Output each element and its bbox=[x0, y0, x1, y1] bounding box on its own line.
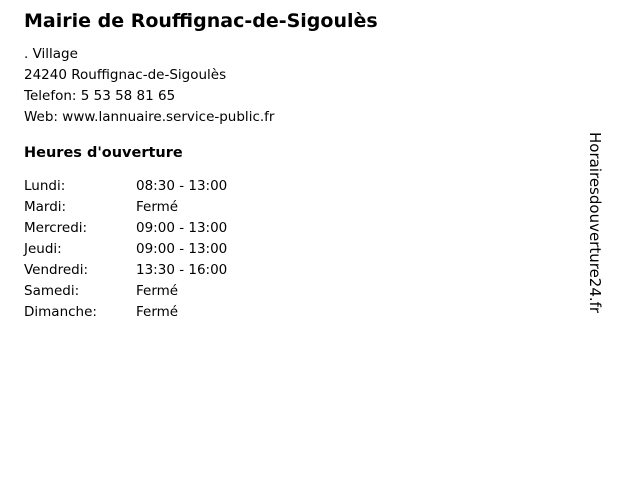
address-line-1: . Village bbox=[24, 46, 78, 62]
time-value: Fermé bbox=[136, 304, 179, 320]
phone-line: Telefon: 5 53 58 81 65 bbox=[24, 88, 176, 104]
day-label: Mercredi: bbox=[24, 220, 88, 236]
day-label: Vendredi: bbox=[24, 262, 89, 278]
opening-hours-table bbox=[24, 176, 227, 323]
day-label: Mardi: bbox=[24, 199, 67, 215]
table-row bbox=[24, 176, 227, 197]
table-row bbox=[24, 197, 227, 218]
time-value: 08:30 - 13:00 bbox=[136, 178, 228, 194]
day-label: Jeudi: bbox=[24, 241, 62, 257]
time-value: 09:00 - 13:00 bbox=[136, 241, 228, 257]
time-value: 13:30 - 16:00 bbox=[136, 262, 228, 278]
time-value: Fermé bbox=[136, 199, 179, 215]
page-title: Mairie de Rouffignac-de-Sigoulès bbox=[24, 10, 378, 32]
address-line-2: 24240 Rouffignac-de-Sigoulès bbox=[24, 67, 227, 83]
time-value: Fermé bbox=[136, 283, 179, 299]
watermark-label: Horairesdouverture24.fr bbox=[586, 132, 604, 314]
day-label: Dimanche: bbox=[24, 304, 97, 320]
opening-hours-heading: Heures d'ouverture bbox=[24, 145, 183, 161]
table-row bbox=[24, 260, 227, 281]
day-label: Lundi: bbox=[24, 178, 66, 194]
table-row bbox=[24, 281, 227, 302]
table-row bbox=[24, 239, 227, 260]
table-row bbox=[24, 302, 227, 323]
web-line: Web: www.lannuaire.service-public.fr bbox=[24, 109, 275, 125]
time-value: 09:00 - 13:00 bbox=[136, 220, 228, 236]
day-label: Samedi: bbox=[24, 283, 80, 299]
table-row bbox=[24, 218, 227, 239]
address-block bbox=[24, 44, 274, 128]
